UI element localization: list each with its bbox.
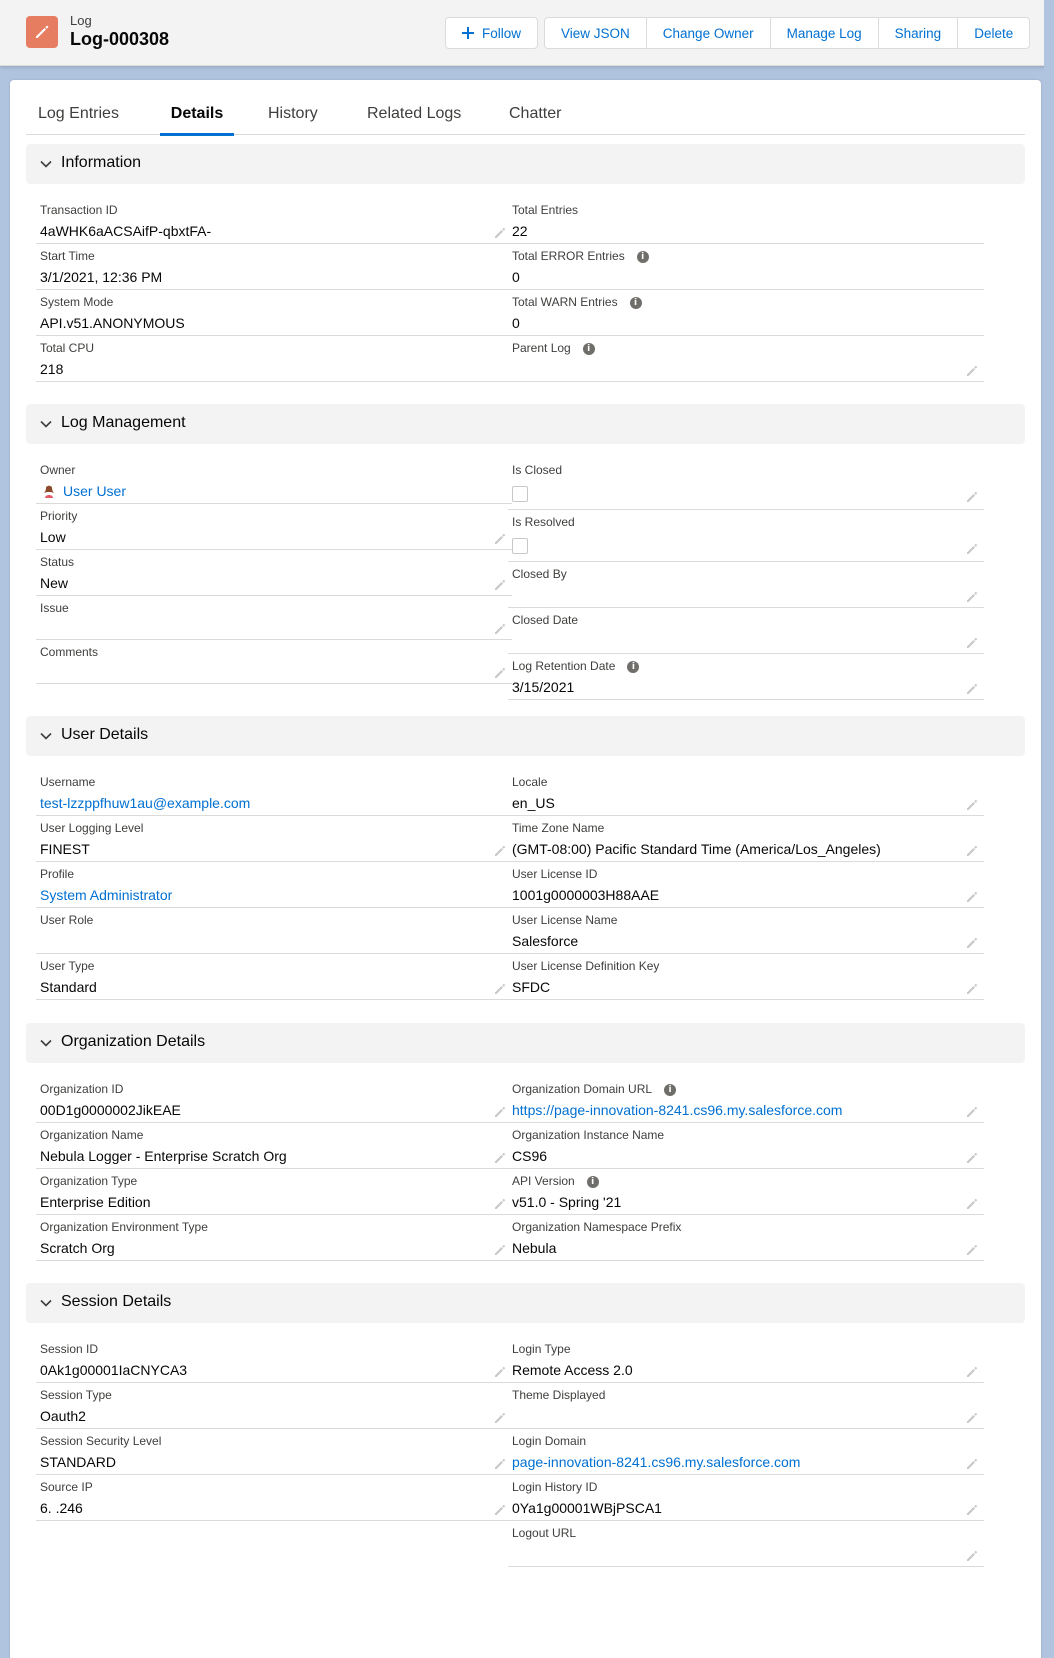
tab-related-logs[interactable]: Related Logs bbox=[367, 105, 462, 122]
edit-pencil-icon[interactable] bbox=[494, 1365, 506, 1377]
section-title: User Details bbox=[61, 726, 149, 743]
field-label: Is Resolved bbox=[512, 515, 575, 529]
field-log-retention-date bbox=[508, 654, 984, 700]
field-login-history-id bbox=[508, 1475, 984, 1521]
field-session-security-level bbox=[36, 1429, 512, 1475]
field-label: Organization ID bbox=[40, 1082, 124, 1096]
field-session-id bbox=[36, 1337, 512, 1383]
field-value: Salesforce bbox=[512, 933, 579, 949]
owner-link[interactable]: User User bbox=[63, 483, 127, 499]
field-value: v51.0 - Spring '21 bbox=[512, 1194, 622, 1210]
edit-pencil-icon[interactable] bbox=[966, 636, 978, 648]
field-status bbox=[36, 550, 512, 596]
field-total-cpu bbox=[36, 336, 512, 382]
field-label: User Role bbox=[40, 913, 94, 927]
field-value: 0 bbox=[512, 269, 520, 285]
field-owner bbox=[36, 458, 512, 504]
field-total-entries bbox=[508, 198, 984, 244]
field-profile bbox=[36, 862, 512, 908]
chevron-down-icon bbox=[40, 1296, 52, 1314]
field-closed-by bbox=[508, 562, 984, 608]
edit-pencil-icon[interactable] bbox=[966, 1197, 978, 1209]
field-link[interactable]: https://page-innovation-8241.cs96.my.salesforce.com bbox=[512, 1102, 843, 1118]
page-edge bbox=[1044, 0, 1054, 1658]
section-header[interactable] bbox=[26, 716, 1025, 756]
section-header[interactable] bbox=[26, 404, 1025, 444]
edit-pencil-icon[interactable] bbox=[966, 1243, 978, 1255]
info-icon[interactable]: i bbox=[587, 1176, 599, 1188]
field-label: Is Closed bbox=[512, 463, 563, 477]
field-label: Comments bbox=[40, 645, 99, 659]
field-label: Closed Date bbox=[512, 613, 579, 627]
field-label: Parent Log i bbox=[512, 341, 595, 355]
field-total-warn-entries bbox=[508, 290, 984, 336]
field-organization-name bbox=[36, 1123, 512, 1169]
section-title: Organization Details bbox=[61, 1033, 206, 1050]
field-label: Time Zone Name bbox=[512, 821, 605, 835]
field-session-type bbox=[36, 1383, 512, 1429]
chevron-down-icon bbox=[40, 417, 52, 435]
field-value: 4aWHK6aACSAifP-qbxtFA- bbox=[40, 223, 212, 239]
field-user-logging-level bbox=[36, 816, 512, 862]
record-header bbox=[0, 0, 1054, 66]
section-header[interactable] bbox=[26, 144, 1025, 184]
field-value: 3/1/2021, 12:36 PM bbox=[40, 269, 163, 285]
edit-pencil-icon[interactable] bbox=[494, 844, 506, 856]
chevron-down-icon bbox=[40, 729, 52, 747]
field-label: API Version i bbox=[512, 1174, 599, 1188]
field-label: Source IP bbox=[40, 1480, 93, 1494]
field-value: New bbox=[40, 575, 69, 591]
edit-pencil-icon[interactable] bbox=[966, 364, 978, 376]
info-icon[interactable]: i bbox=[627, 661, 639, 673]
edit-pencil-icon[interactable] bbox=[966, 590, 978, 602]
field-username bbox=[36, 770, 512, 816]
field-issue bbox=[36, 596, 512, 640]
field-label: User Type bbox=[40, 959, 95, 973]
edit-pencil-icon[interactable] bbox=[494, 1197, 506, 1209]
field-label: Priority bbox=[40, 509, 78, 523]
edit-pencil-icon[interactable] bbox=[966, 1549, 978, 1561]
edit-pencil-icon[interactable] bbox=[494, 1503, 506, 1515]
section-header[interactable] bbox=[26, 1283, 1025, 1323]
field-label: Login Domain bbox=[512, 1434, 587, 1448]
field-theme-displayed bbox=[508, 1383, 984, 1429]
field-value: 0Ya1g00001WBjPSCA1 bbox=[512, 1500, 662, 1516]
view-json-button[interactable]: View JSON bbox=[544, 17, 647, 49]
field-value: API.v51.ANONYMOUS bbox=[40, 315, 185, 331]
field-value: CS96 bbox=[512, 1148, 548, 1164]
field-api-version bbox=[508, 1169, 984, 1215]
edit-pencil-icon[interactable] bbox=[966, 1365, 978, 1377]
field-label: Organization Type bbox=[40, 1174, 138, 1188]
field-label: Session Security Level bbox=[40, 1434, 162, 1448]
field-organization-domain-url bbox=[508, 1077, 984, 1123]
field-label: Organization Instance Name bbox=[512, 1128, 665, 1142]
sharing-button[interactable]: Sharing bbox=[878, 17, 959, 49]
record-type-label: Log bbox=[70, 13, 92, 28]
field-value: SFDC bbox=[512, 979, 551, 995]
section-header[interactable] bbox=[26, 1023, 1025, 1063]
field-label: User License ID bbox=[512, 867, 598, 881]
field-value: Enterprise Edition bbox=[40, 1194, 151, 1210]
edit-pencil-icon[interactable] bbox=[966, 1411, 978, 1423]
field-label: Organization Environment Type bbox=[40, 1220, 208, 1234]
field-label: Organization Namespace Prefix bbox=[512, 1220, 682, 1234]
field-organization-type bbox=[36, 1169, 512, 1215]
field-value: Low bbox=[40, 529, 66, 545]
section-title: Log Management bbox=[61, 414, 186, 431]
tab-history[interactable]: History bbox=[268, 105, 318, 122]
field-user-type bbox=[36, 954, 512, 1000]
manage-log-button[interactable]: Manage Log bbox=[770, 17, 879, 49]
record-title: Log-000308 bbox=[70, 29, 170, 49]
field-user-license-id bbox=[508, 862, 984, 908]
field-label: Session ID bbox=[40, 1342, 99, 1356]
field-value: Nebula bbox=[512, 1240, 557, 1256]
field-label: Login Type bbox=[512, 1342, 571, 1356]
info-icon[interactable]: i bbox=[664, 1084, 676, 1096]
field-label: Total WARN Entries i bbox=[512, 295, 642, 309]
field-link[interactable]: test-lzzppfhuw1au@example.com bbox=[40, 795, 251, 811]
active-tab-indicator bbox=[160, 133, 234, 136]
field-organization-instance-name bbox=[508, 1123, 984, 1169]
avatar bbox=[42, 484, 56, 498]
edit-pencil-icon[interactable] bbox=[494, 578, 506, 590]
field-total-error-entries bbox=[508, 244, 984, 290]
field-label: User Logging Level bbox=[40, 821, 144, 835]
edit-pencil-icon[interactable] bbox=[494, 1457, 506, 1469]
field-label: Issue bbox=[40, 601, 69, 615]
edit-pencil-icon[interactable] bbox=[966, 798, 978, 810]
edit-pencil-icon[interactable] bbox=[494, 1151, 506, 1163]
edit-pencil-icon[interactable] bbox=[966, 1105, 978, 1117]
field-label: Organization Name bbox=[40, 1128, 144, 1142]
tab-log-entries[interactable]: Log Entries bbox=[38, 105, 119, 122]
change-owner-button[interactable]: Change Owner bbox=[646, 17, 771, 49]
field-label: Theme Displayed bbox=[512, 1388, 606, 1402]
field-user-license-name bbox=[508, 908, 984, 954]
field-user-license-definition-key bbox=[508, 954, 984, 1000]
field-link[interactable]: System Administrator bbox=[40, 887, 173, 903]
field-time-zone-name bbox=[508, 816, 984, 862]
field-label: Locale bbox=[512, 775, 548, 789]
chevron-down-icon bbox=[40, 157, 52, 175]
field-is-closed bbox=[508, 458, 984, 510]
field-value: Standard bbox=[40, 979, 97, 995]
section-title: Information bbox=[61, 154, 142, 171]
edit-pencil-icon[interactable] bbox=[494, 1411, 506, 1423]
section-title: Session Details bbox=[61, 1293, 172, 1310]
edit-pencil-icon[interactable] bbox=[494, 532, 506, 544]
field-label: Log Retention Date i bbox=[512, 659, 639, 673]
field-value: 0 bbox=[512, 315, 520, 331]
record-detail-card bbox=[10, 80, 1041, 1658]
edit-pencil-icon[interactable] bbox=[494, 622, 506, 634]
edit-pencil-icon[interactable] bbox=[966, 1151, 978, 1163]
field-value: 6. .246 bbox=[40, 1500, 83, 1516]
field-label: User License Definition Key bbox=[512, 959, 660, 973]
edit-pencil-icon[interactable] bbox=[494, 1105, 506, 1117]
field-closed-date bbox=[508, 608, 984, 654]
edit-pencil-icon[interactable] bbox=[966, 982, 978, 994]
field-user-role bbox=[36, 908, 512, 954]
field-organization-id bbox=[36, 1077, 512, 1123]
field-label: Total Entries bbox=[512, 203, 579, 217]
tab-details[interactable] bbox=[160, 102, 234, 135]
field-comments bbox=[36, 640, 512, 684]
field-parent-log bbox=[508, 336, 984, 382]
checkbox[interactable] bbox=[512, 538, 528, 554]
field-login-type bbox=[508, 1337, 984, 1383]
delete-button[interactable]: Delete bbox=[957, 17, 1030, 49]
field-label: Session Type bbox=[40, 1388, 112, 1402]
follow-button[interactable] bbox=[445, 17, 538, 49]
edit-pencil-icon[interactable] bbox=[494, 982, 506, 994]
field-value: 22 bbox=[512, 223, 528, 239]
field-label: Transaction ID bbox=[40, 203, 118, 217]
field-label: System Mode bbox=[40, 295, 114, 309]
field-value: Nebula Logger - Enterprise Scratch Org bbox=[40, 1148, 287, 1164]
field-value: Scratch Org bbox=[40, 1240, 115, 1256]
log-record-icon bbox=[26, 16, 58, 48]
field-value: 3/15/2021 bbox=[512, 679, 575, 695]
edit-pencil-icon[interactable] bbox=[494, 666, 506, 678]
edit-pencil-icon[interactable] bbox=[966, 936, 978, 948]
field-start-time bbox=[36, 244, 512, 290]
field-value: 00D1g0000002JikEAE bbox=[40, 1102, 181, 1118]
edit-pencil-icon[interactable] bbox=[966, 1457, 978, 1469]
checkbox[interactable] bbox=[512, 486, 528, 502]
info-icon[interactable]: i bbox=[630, 297, 642, 309]
field-value: STANDARD bbox=[40, 1454, 116, 1470]
field-label: Total ERROR Entries i bbox=[512, 249, 649, 263]
field-organization-namespace-prefix bbox=[508, 1215, 984, 1261]
field-label: Closed By bbox=[512, 567, 567, 581]
edit-pencil-icon[interactable] bbox=[494, 226, 506, 238]
field-link[interactable]: page-innovation-8241.cs96.my.salesforce.com bbox=[512, 1454, 801, 1470]
info-icon[interactable]: i bbox=[637, 251, 649, 263]
field-transaction-id bbox=[36, 198, 512, 244]
field-value: Oauth2 bbox=[40, 1408, 86, 1424]
field-system-mode bbox=[36, 290, 512, 336]
field-value: (GMT-08:00) Pacific Standard Time (America/Los_Angeles) bbox=[512, 841, 881, 857]
field-login-domain bbox=[508, 1429, 984, 1475]
field-logout-url bbox=[508, 1521, 984, 1567]
edit-pencil-icon[interactable] bbox=[966, 1503, 978, 1515]
record-tabs bbox=[26, 102, 1025, 135]
field-label: Total CPU bbox=[40, 341, 95, 355]
field-label: Username bbox=[40, 775, 96, 789]
field-label: Organization Domain URL i bbox=[512, 1082, 676, 1096]
field-value: 218 bbox=[40, 361, 64, 377]
field-value: 0Ak1g00001IaCNYCA3 bbox=[40, 1362, 188, 1378]
edit-pencil-icon[interactable] bbox=[966, 844, 978, 856]
follow-label: Follow bbox=[482, 25, 522, 41]
edit-pencil-icon[interactable] bbox=[966, 890, 978, 902]
field-label: Owner bbox=[40, 463, 76, 477]
edit-pencil-icon[interactable] bbox=[966, 542, 978, 554]
field-is-resolved bbox=[508, 510, 984, 562]
info-icon[interactable]: i bbox=[583, 343, 595, 355]
field-value: Remote Access 2.0 bbox=[512, 1362, 633, 1378]
field-label: Logout URL bbox=[512, 1526, 577, 1540]
field-locale bbox=[508, 770, 984, 816]
edit-pencil-icon[interactable] bbox=[966, 682, 978, 694]
edit-pencil-icon[interactable] bbox=[494, 1243, 506, 1255]
field-source-ip bbox=[36, 1475, 512, 1521]
field-label: Login History ID bbox=[512, 1480, 598, 1494]
tab-chatter[interactable]: Chatter bbox=[509, 105, 562, 122]
plus-icon bbox=[462, 27, 474, 39]
field-value: 1001g0000003H88AAE bbox=[512, 887, 660, 903]
field-value: en_US bbox=[512, 795, 555, 811]
tab-details-label: Details bbox=[170, 105, 224, 122]
field-priority bbox=[36, 504, 512, 550]
field-label: Profile bbox=[40, 867, 75, 881]
field-value: FINEST bbox=[40, 841, 90, 857]
field-label: Status bbox=[40, 555, 75, 569]
field-label: User License Name bbox=[512, 913, 618, 927]
field-organization-environment-type bbox=[36, 1215, 512, 1261]
field-label: Start Time bbox=[40, 249, 95, 263]
chevron-down-icon bbox=[40, 1036, 52, 1054]
edit-pencil-icon[interactable] bbox=[966, 490, 978, 502]
